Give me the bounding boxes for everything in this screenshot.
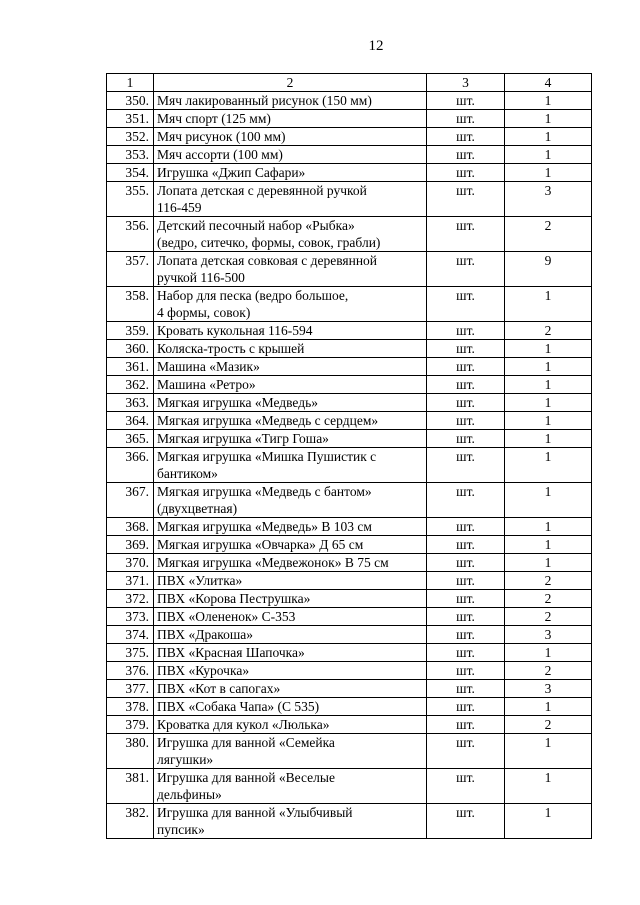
- cell-name: ПВХ «Корова Пеструшка»: [154, 590, 427, 608]
- cell-unit: шт.: [427, 483, 505, 518]
- cell-number: 353.: [107, 146, 154, 164]
- column-header-unit: 3: [427, 74, 505, 92]
- table-row: [107, 608, 592, 626]
- cell-unit: шт.: [427, 252, 505, 287]
- cell-name: Мягкая игрушка «Медведь с сердцем»: [154, 412, 427, 430]
- cell-name: Кровать кукольная 116-594: [154, 322, 427, 340]
- cell-unit: шт.: [427, 608, 505, 626]
- cell-name: Лопата детская с деревянной ручкой 116-459: [154, 182, 427, 217]
- cell-name: ПВХ «Красная Шапочка»: [154, 644, 427, 662]
- cell-number: 351.: [107, 110, 154, 128]
- cell-unit: шт.: [427, 412, 505, 430]
- cell-quantity: 1: [505, 340, 592, 358]
- table-row: [107, 662, 592, 680]
- cell-name: Игрушка «Джип Сафари»: [154, 164, 427, 182]
- cell-name: ПВХ «Кот в сапогах»: [154, 680, 427, 698]
- cell-name: Мягкая игрушка «Медведь» В 103 см: [154, 518, 427, 536]
- cell-unit: шт.: [427, 769, 505, 804]
- cell-quantity: 2: [505, 608, 592, 626]
- column-header-name: 2: [154, 74, 427, 92]
- cell-quantity: 1: [505, 164, 592, 182]
- table-row: [107, 536, 592, 554]
- cell-unit: шт.: [427, 92, 505, 110]
- cell-number: 367.: [107, 483, 154, 518]
- cell-quantity: 1: [505, 518, 592, 536]
- table-row: [107, 734, 592, 769]
- table-row: [107, 430, 592, 448]
- cell-name: Игрушка для ванной «Улыбчивый пупсик»: [154, 804, 427, 839]
- table-row: [107, 448, 592, 483]
- cell-number: 382.: [107, 804, 154, 839]
- table-header-row: [107, 74, 592, 92]
- cell-name: Мяч ассорти (100 мм): [154, 146, 427, 164]
- cell-quantity: 1: [505, 358, 592, 376]
- cell-number: 375.: [107, 644, 154, 662]
- table-body: [107, 92, 592, 839]
- cell-unit: шт.: [427, 698, 505, 716]
- table-row: [107, 572, 592, 590]
- table-row: [107, 626, 592, 644]
- column-header-number: 1: [107, 74, 154, 92]
- cell-number: 354.: [107, 164, 154, 182]
- cell-quantity: 1: [505, 146, 592, 164]
- cell-name: Детский песочный набор «Рыбка» (ведро, ситечко, формы, совок, грабли): [154, 217, 427, 252]
- table-row: [107, 164, 592, 182]
- cell-unit: шт.: [427, 804, 505, 839]
- cell-name: ПВХ «Олененок» С-353: [154, 608, 427, 626]
- cell-unit: шт.: [427, 536, 505, 554]
- cell-name: ПВХ «Дракоша»: [154, 626, 427, 644]
- table-row: [107, 287, 592, 322]
- cell-quantity: 1: [505, 92, 592, 110]
- table-row: [107, 128, 592, 146]
- cell-quantity: 1: [505, 287, 592, 322]
- cell-number: 363.: [107, 394, 154, 412]
- cell-quantity: 1: [505, 376, 592, 394]
- cell-number: 368.: [107, 518, 154, 536]
- table-row: [107, 394, 592, 412]
- cell-number: 370.: [107, 554, 154, 572]
- cell-unit: шт.: [427, 680, 505, 698]
- table-row: [107, 716, 592, 734]
- cell-number: 381.: [107, 769, 154, 804]
- cell-name: Набор для песка (ведро большое, 4 формы, совок): [154, 287, 427, 322]
- cell-number: 355.: [107, 182, 154, 217]
- cell-name: Мягкая игрушка «Овчарка» Д 65 см: [154, 536, 427, 554]
- cell-number: 356.: [107, 217, 154, 252]
- cell-quantity: 2: [505, 590, 592, 608]
- page-number: 12: [368, 38, 384, 54]
- inventory-table: [106, 73, 592, 839]
- cell-quantity: 1: [505, 128, 592, 146]
- cell-number: 369.: [107, 536, 154, 554]
- cell-unit: шт.: [427, 340, 505, 358]
- cell-number: 360.: [107, 340, 154, 358]
- table-row: [107, 92, 592, 110]
- cell-unit: шт.: [427, 128, 505, 146]
- cell-number: 378.: [107, 698, 154, 716]
- cell-name: Лопата детская совковая с деревянной ручкой 116-500: [154, 252, 427, 287]
- cell-name: Игрушка для ванной «Веселые дельфины»: [154, 769, 427, 804]
- table-row: [107, 376, 592, 394]
- cell-unit: шт.: [427, 358, 505, 376]
- cell-name: Мягкая игрушка «Медведь»: [154, 394, 427, 412]
- cell-unit: шт.: [427, 590, 505, 608]
- cell-quantity: 1: [505, 769, 592, 804]
- cell-number: 358.: [107, 287, 154, 322]
- table-row: [107, 217, 592, 252]
- cell-number: 362.: [107, 376, 154, 394]
- cell-name: Мягкая игрушка «Медвежонок» В 75 см: [154, 554, 427, 572]
- cell-number: 379.: [107, 716, 154, 734]
- cell-unit: шт.: [427, 518, 505, 536]
- cell-name: Мяч спорт (125 мм): [154, 110, 427, 128]
- cell-name: Коляска-трость с крышей: [154, 340, 427, 358]
- table-row: [107, 252, 592, 287]
- cell-name: Игрушка для ванной «Семейка лягушки»: [154, 734, 427, 769]
- cell-number: 359.: [107, 322, 154, 340]
- cell-unit: шт.: [427, 322, 505, 340]
- cell-number: 377.: [107, 680, 154, 698]
- cell-quantity: 1: [505, 483, 592, 518]
- table-row: [107, 340, 592, 358]
- cell-quantity: 3: [505, 182, 592, 217]
- table-row: [107, 146, 592, 164]
- cell-name: Мяч рисунок (100 мм): [154, 128, 427, 146]
- cell-quantity: 1: [505, 536, 592, 554]
- cell-quantity: 1: [505, 394, 592, 412]
- cell-name: ПВХ «Курочка»: [154, 662, 427, 680]
- table-row: [107, 680, 592, 698]
- cell-number: 371.: [107, 572, 154, 590]
- cell-unit: шт.: [427, 644, 505, 662]
- cell-quantity: 2: [505, 217, 592, 252]
- table-row: [107, 698, 592, 716]
- cell-unit: шт.: [427, 146, 505, 164]
- cell-quantity: 1: [505, 644, 592, 662]
- cell-unit: шт.: [427, 430, 505, 448]
- cell-number: 365.: [107, 430, 154, 448]
- cell-unit: шт.: [427, 217, 505, 252]
- cell-number: 380.: [107, 734, 154, 769]
- cell-number: 376.: [107, 662, 154, 680]
- table-row: [107, 518, 592, 536]
- cell-quantity: 1: [505, 804, 592, 839]
- cell-quantity: 1: [505, 412, 592, 430]
- cell-unit: шт.: [427, 448, 505, 483]
- table-row: [107, 182, 592, 217]
- cell-unit: шт.: [427, 554, 505, 572]
- cell-name: Мягкая игрушка «Тигр Гоша»: [154, 430, 427, 448]
- cell-quantity: 2: [505, 322, 592, 340]
- table-row: [107, 110, 592, 128]
- cell-unit: шт.: [427, 626, 505, 644]
- table-row: [107, 554, 592, 572]
- table-row: [107, 412, 592, 430]
- cell-unit: шт.: [427, 394, 505, 412]
- cell-quantity: 1: [505, 110, 592, 128]
- cell-number: 366.: [107, 448, 154, 483]
- cell-quantity: 3: [505, 680, 592, 698]
- cell-quantity: 1: [505, 448, 592, 483]
- cell-unit: шт.: [427, 572, 505, 590]
- table-row: [107, 483, 592, 518]
- cell-quantity: 1: [505, 698, 592, 716]
- cell-unit: шт.: [427, 716, 505, 734]
- cell-quantity: 2: [505, 572, 592, 590]
- cell-unit: шт.: [427, 734, 505, 769]
- cell-number: 352.: [107, 128, 154, 146]
- cell-name: Мяч лакированный рисунок (150 мм): [154, 92, 427, 110]
- cell-number: 364.: [107, 412, 154, 430]
- cell-number: 372.: [107, 590, 154, 608]
- cell-unit: шт.: [427, 376, 505, 394]
- cell-unit: шт.: [427, 164, 505, 182]
- cell-name: Мягкая игрушка «Медведь с бантом» (двухцветная): [154, 483, 427, 518]
- cell-unit: шт.: [427, 182, 505, 217]
- cell-number: 374.: [107, 626, 154, 644]
- cell-number: 373.: [107, 608, 154, 626]
- cell-number: 350.: [107, 92, 154, 110]
- table-row: [107, 358, 592, 376]
- cell-number: 357.: [107, 252, 154, 287]
- cell-unit: шт.: [427, 662, 505, 680]
- cell-quantity: 2: [505, 716, 592, 734]
- table-row: [107, 590, 592, 608]
- cell-name: ПВХ «Собака Чапа» (С 535): [154, 698, 427, 716]
- table-row: [107, 769, 592, 804]
- cell-name: Кроватка для кукол «Люлька»: [154, 716, 427, 734]
- cell-unit: шт.: [427, 287, 505, 322]
- cell-name: Мягкая игрушка «Мишка Пушистик с бантиком»: [154, 448, 427, 483]
- table-row: [107, 804, 592, 839]
- table-row: [107, 322, 592, 340]
- cell-quantity: 1: [505, 430, 592, 448]
- cell-unit: шт.: [427, 110, 505, 128]
- column-header-quantity: 4: [505, 74, 592, 92]
- cell-quantity: 3: [505, 626, 592, 644]
- cell-quantity: 1: [505, 554, 592, 572]
- cell-name: Машина «Ретро»: [154, 376, 427, 394]
- cell-quantity: 2: [505, 662, 592, 680]
- cell-quantity: 9: [505, 252, 592, 287]
- cell-name: Машина «Мазик»: [154, 358, 427, 376]
- table-row: [107, 644, 592, 662]
- cell-number: 361.: [107, 358, 154, 376]
- cell-quantity: 1: [505, 734, 592, 769]
- cell-name: ПВХ «Улитка»: [154, 572, 427, 590]
